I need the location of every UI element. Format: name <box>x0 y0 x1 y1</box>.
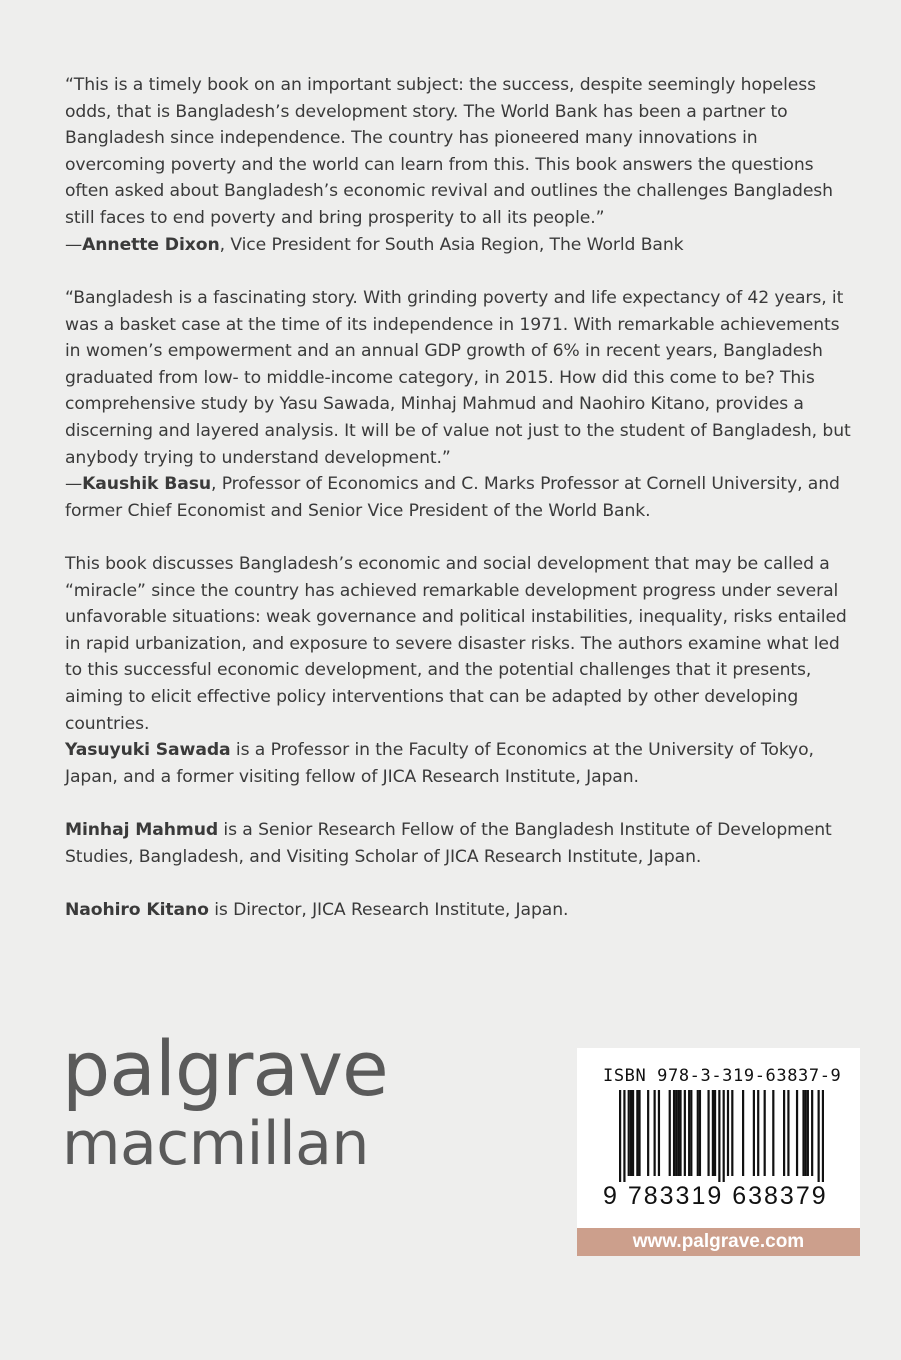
barcode-bar <box>632 1090 634 1176</box>
barcode-bar <box>723 1090 725 1182</box>
barcode-bar <box>697 1090 699 1176</box>
author-bio-mahmud <box>65 817 855 870</box>
barcode-bar <box>669 1090 671 1176</box>
endorsement-quote: “This is a timely book on an important subject: the success, despite seemingly hopeless odds, that is Bangladesh’s development story. The World Bank has been a partner to Bangladesh since independence. The country has pioneered many innovations in overcoming poverty and the world can learn from this. This book answers the questions often asked about Bangladesh’s economic revival and outlines the challenges Bangladesh still faces to end poverty and bring prosperity to all its people.” <box>65 75 833 228</box>
attribution-name: Annette Dixon <box>82 234 220 255</box>
author-bio: is a Professor in the Faculty of Economics at the University of Tokyo, Japan, and a former visiting fellow of JICA Research Institute, Japan. <box>65 740 814 787</box>
author-bio-text <box>65 897 855 924</box>
barcode-bar <box>742 1090 744 1176</box>
barcode-bar <box>811 1090 813 1176</box>
barcode-bar <box>636 1090 638 1176</box>
author-name: Naohiro Kitano <box>65 900 209 920</box>
barcode-bar <box>638 1090 640 1176</box>
barcode-bar <box>690 1090 692 1176</box>
endorsement-quote: “Bangladesh is a fascinating story. With grinding poverty and life expectancy of 42 years, it was a basket case at the time of its independence in 1971. With remarkable achievements in women’s empowerment and an annual GDP growth of 6% in recent years, Bangladesh graduated from low- to middle-income category, in 2015. How did this come to be? This comprehensive study by Yasu Sawada, Minhaj Mahmud and Naohiro Kitano, provides a discerning and layered analysis. It will be of value not just to the student of Bangladesh, but anybody trying to understand development.” <box>65 288 851 468</box>
barcode-bar <box>714 1090 716 1176</box>
barcode-bar <box>688 1090 690 1176</box>
author-bio-sawada <box>65 737 855 790</box>
barcode-bar <box>818 1090 820 1182</box>
barcode-digits: 9 783319 638379 <box>603 1182 828 1210</box>
isbn-barcode <box>577 1048 860 1228</box>
barcode-bar <box>727 1090 729 1176</box>
barcode-bar <box>619 1090 621 1182</box>
author-name: Minhaj Mahmud <box>65 820 219 840</box>
barcode-bar <box>772 1090 774 1176</box>
isbn-label: ISBN 978-3-319-63837-9 <box>603 1066 842 1086</box>
barcode-bar <box>718 1090 720 1182</box>
author-bio-text <box>65 737 855 790</box>
barcode-bar <box>802 1090 804 1176</box>
author-name: Yasuyuki Sawada <box>65 740 231 760</box>
description-text: This book discusses Bangladesh’s economic and social development that may be called a “miracle” since the country has achieved remarkable development progress under several unfavorable situations: weak governance and political instabilities, inequality, risks entailed in rapid urbanization, and exposure to severe disaster risks. The authors examine what led to this successful economic development, and the potential challenges that it presents, aiming to elicit effective policy interventions that can be adapted by other developing countries. <box>65 554 847 734</box>
publisher-logo-line1: palgrave <box>62 1024 388 1113</box>
barcode-bar <box>677 1090 679 1176</box>
author-bio-text <box>65 817 855 870</box>
barcode-bar <box>647 1090 649 1176</box>
barcode-bar <box>675 1090 677 1176</box>
endorsement-dixon <box>65 72 855 258</box>
barcode-bar <box>753 1090 755 1176</box>
barcode-bar <box>699 1090 701 1176</box>
barcode-bar <box>712 1090 714 1176</box>
barcode-bar <box>787 1090 789 1176</box>
attribution-title: , Vice President for South Asia Region, The World Bank <box>219 234 684 255</box>
barcode-bar <box>805 1090 807 1176</box>
barcode-bar <box>783 1090 785 1176</box>
barcode-bar <box>673 1090 675 1176</box>
endorsement-attribution <box>65 471 855 524</box>
barcode-bar <box>630 1090 632 1176</box>
barcode-bar <box>628 1090 630 1176</box>
attribution-name: Kaushik Basu <box>82 474 211 495</box>
barcode-bar <box>822 1090 824 1182</box>
author-bio: is Director, JICA Research Institute, Japan. <box>208 900 569 920</box>
barcode-bars <box>619 1090 824 1182</box>
publisher-logo-line2: macmillan <box>62 1109 369 1179</box>
endorsement-basu <box>65 285 855 524</box>
author-bio: is a Senior Research Fellow of the Bangladesh Institute of Development Studies, Bangladesh, and Visiting Scholar of JICA Research Institute, Japan. <box>65 820 832 867</box>
barcode-bar <box>796 1090 798 1176</box>
book-description <box>65 551 855 737</box>
endorsement-attribution <box>65 232 855 259</box>
barcode-bar <box>654 1090 656 1176</box>
publisher-url: www.palgrave.com <box>577 1228 860 1256</box>
barcode-bar <box>658 1090 660 1176</box>
attribution-title: , Professor of Economics and C. Marks Professor at Cornell University, and former Chief Economist and Senior Vice President of the World Bank. <box>65 474 840 521</box>
barcode-bar <box>731 1090 733 1176</box>
barcode-bar <box>679 1090 681 1176</box>
publisher-logo <box>62 1024 388 1179</box>
barcode-bar <box>764 1090 766 1176</box>
barcode-bar <box>623 1090 625 1182</box>
barcode-bar <box>707 1090 709 1176</box>
barcode-bar <box>684 1090 686 1176</box>
author-bio-kitano <box>65 897 855 924</box>
attribution-dash: — <box>65 234 83 255</box>
attribution-dash: — <box>65 474 83 495</box>
barcode-bar <box>807 1090 809 1176</box>
barcode-bar <box>757 1090 759 1176</box>
